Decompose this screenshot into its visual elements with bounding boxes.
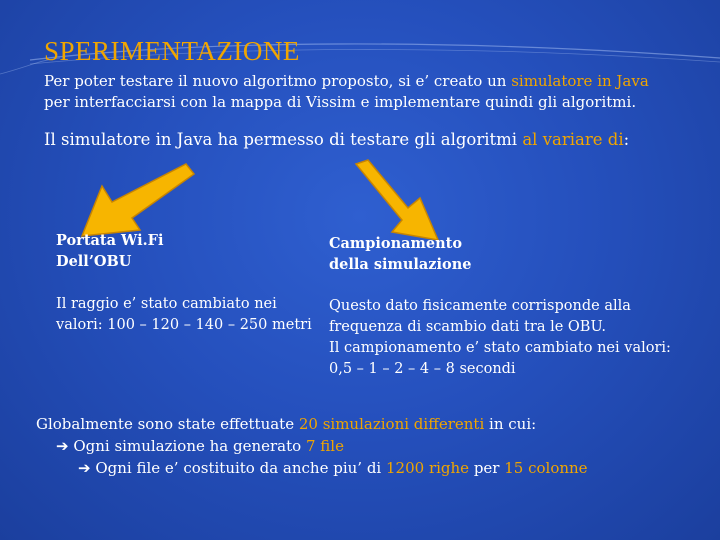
subtitle [44, 130, 629, 149]
right-body-line3: Il campionamento e’ stato cambiato nei valori: [329, 340, 671, 356]
summary-line2 [36, 435, 588, 457]
summary-line1-end: in cui: [484, 415, 537, 433]
left-heading-line2: Dell’OBU [56, 253, 132, 270]
left-body-line1: Il raggio e’ stato cambiato nei [56, 296, 277, 312]
summary [36, 413, 588, 479]
right-heading-line1: Campionamento [329, 235, 463, 252]
right-body-line2: frequenza di scambio dati tra le OBU. [329, 319, 606, 335]
summary-line3-highlight-cols: 15 colonne [504, 459, 588, 477]
right-column-body [329, 296, 671, 380]
left-body-line2: valori: 100 – 120 – 140 – 250 metri [56, 317, 312, 333]
subtitle-highlight: al variare di [522, 130, 624, 149]
down-left-arrow-icon [78, 160, 198, 240]
summary-line2-text: Ogni simulazione ha generato [68, 437, 306, 455]
intro-highlight: simulatore in Java [511, 72, 649, 90]
summary-line1 [36, 413, 588, 435]
intro-text [44, 71, 704, 113]
summary-line3-text: Ogni file e’ costituito da anche piu’ di [90, 459, 386, 477]
right-heading-line2: della simulazione [329, 256, 472, 273]
summary-line1-highlight: 20 simulazioni differenti [298, 415, 485, 433]
summary-line3 [36, 457, 588, 479]
summary-line2-highlight: 7 file [305, 437, 344, 455]
right-arrow-icon: ➔ [56, 437, 69, 455]
right-body-line4: 0,5 – 1 – 2 – 4 – 8 secondi [329, 361, 516, 377]
left-heading-line1: Portata Wi.Fi [56, 232, 164, 249]
intro-line2: per interfacciarsi con la mappa di Vissim e implementare quindi gli algoritmi. [44, 93, 637, 111]
page-title: SPERIMENTAZIONE [44, 36, 300, 66]
left-column-heading [56, 230, 163, 272]
right-arrow-icon: ➔ [78, 459, 91, 477]
right-body-line1: Questo dato fisicamente corrisponde alla [329, 298, 631, 314]
summary-line3-highlight-rows: 1200 righe [386, 459, 470, 477]
intro-line1: Per poter testare il nuovo algoritmo proposto, si e’ creato un [44, 72, 512, 90]
down-right-arrow-icon [352, 158, 452, 244]
summary-line1-text: Globalmente sono state effettuate [36, 415, 299, 433]
right-column-heading [329, 233, 471, 275]
summary-line3-mid: per [469, 459, 505, 477]
subtitle-text: Il simulatore in Java ha permesso di testare gli algoritmi [44, 130, 523, 149]
subtitle-colon: : [623, 130, 630, 149]
left-column-body [56, 294, 312, 336]
